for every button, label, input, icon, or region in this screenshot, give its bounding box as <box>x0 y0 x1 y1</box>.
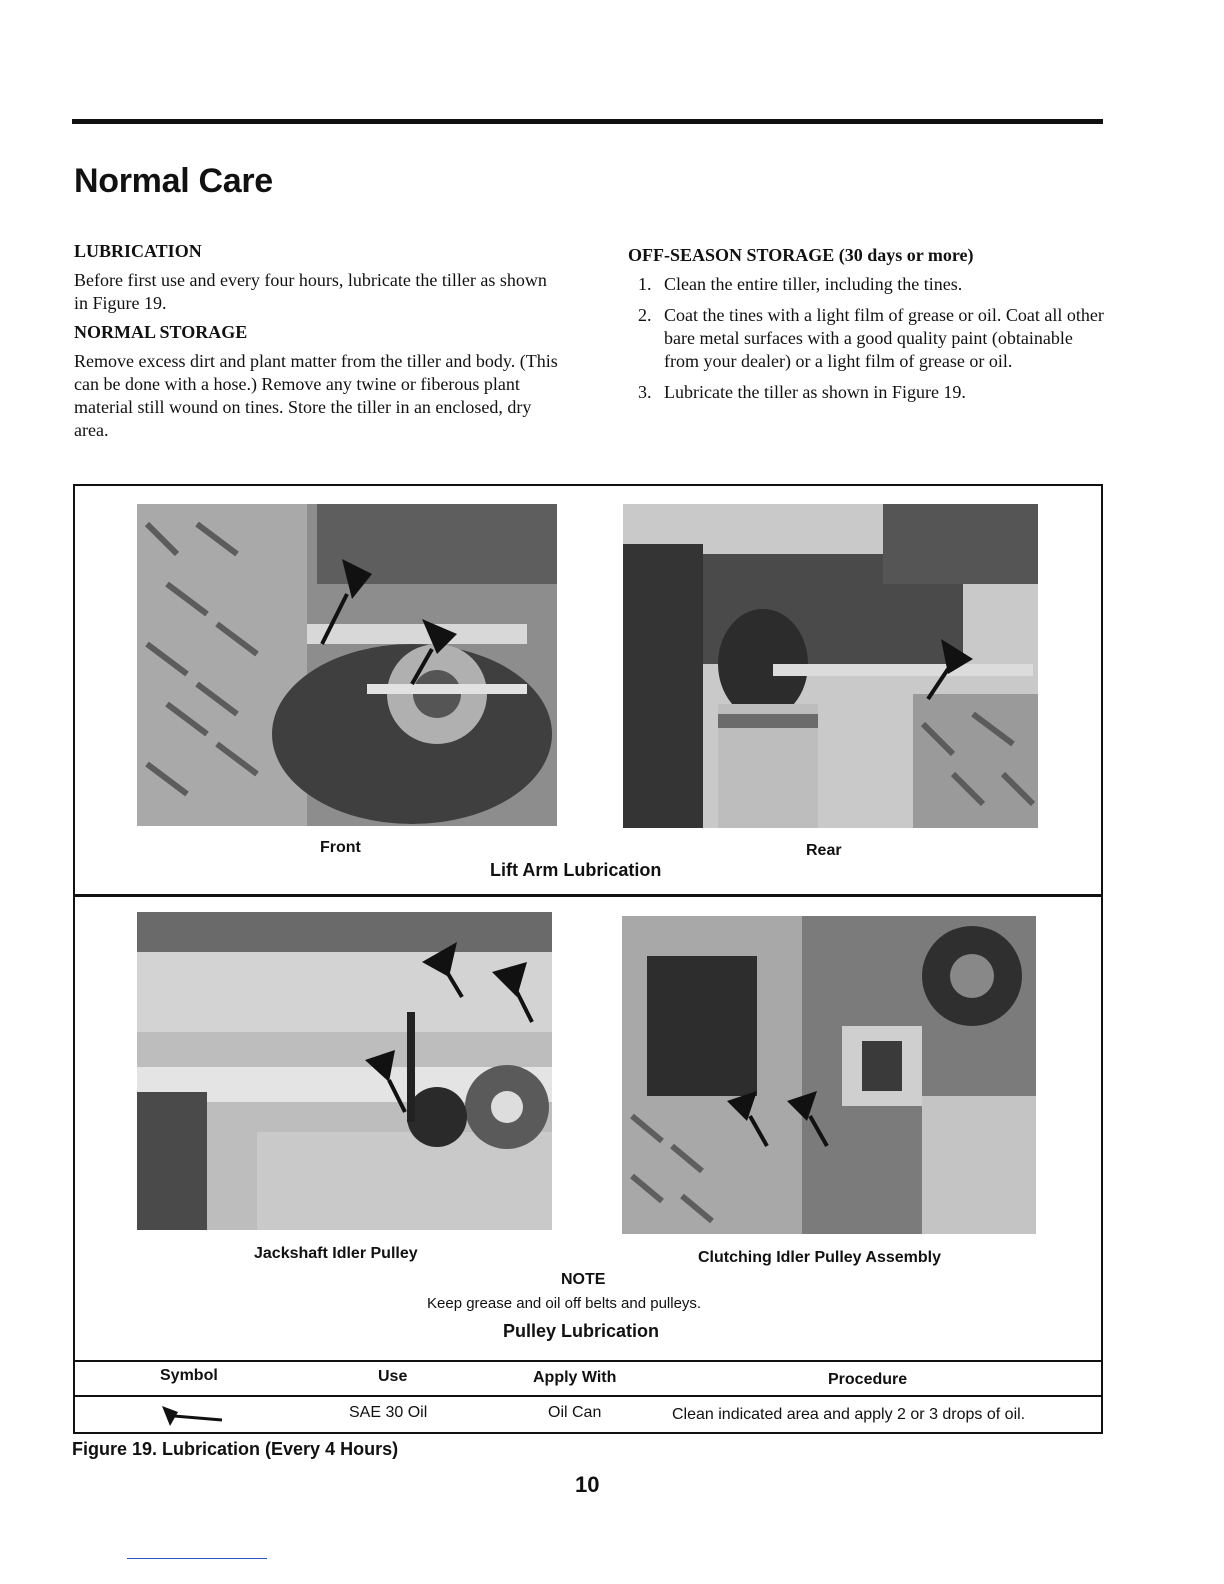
list-number: 3. <box>638 382 652 402</box>
note-heading: NOTE <box>561 1271 606 1288</box>
page-number: 10 <box>575 1472 600 1497</box>
pulley-title: Pulley Lubrication <box>503 1321 660 1341</box>
rear-lift-arm-photo <box>623 504 1038 828</box>
jackshaft-pulley-photo <box>137 912 552 1230</box>
front-label: Front <box>320 839 361 856</box>
figure-divider <box>73 894 1103 897</box>
list-number: 1. <box>638 274 652 294</box>
rear-label: Rear <box>806 842 842 859</box>
figure-caption: Figure 19. Lubrication (Every 4 Hours) <box>72 1439 399 1459</box>
table-top-rule <box>73 1360 1103 1362</box>
off-season-list <box>628 273 1108 404</box>
lift-arm-title: Lift Arm Lubrication <box>490 860 662 880</box>
clutching-label: Clutching Idler Pulley Assembly <box>698 1249 942 1266</box>
footer-line <box>127 1558 267 1559</box>
cell-procedure: Clean indicated area and apply 2 or 3 drops of oil. <box>672 1406 1026 1423</box>
header-use: Use <box>378 1368 408 1385</box>
page-title: Normal Care <box>74 162 273 200</box>
list-text: Clean the entire tiller, including the tines. <box>664 274 963 294</box>
list-number: 2. <box>638 305 652 325</box>
table-header-rule <box>73 1395 1103 1397</box>
note-text: Keep grease and oil off belts and pulleys. <box>427 1295 702 1312</box>
left-column <box>74 240 564 448</box>
list-item <box>628 381 1108 404</box>
lubrication-heading: LUBRICATION <box>74 241 202 261</box>
clutching-pulley-photo <box>622 916 1036 1234</box>
normal-storage-text: Remove excess dirt and plant matter from the tiller and body. (This can be done with a hose.) Remove any twine or fiberous plant material still wound on tines. Store the tiller in an enclosed, dry area. <box>74 351 558 440</box>
front-lift-arm-photo <box>137 504 557 826</box>
header-apply-with: Apply With <box>533 1369 617 1386</box>
cell-apply-with: Oil Can <box>548 1404 602 1421</box>
normal-storage-heading: NORMAL STORAGE <box>74 322 248 342</box>
list-item <box>628 304 1108 373</box>
jackshaft-label: Jackshaft Idler Pulley <box>254 1245 418 1262</box>
list-text: Coat the tines with a light film of grease or oil. Coat all other bare metal surfaces with a good quality paint (obtainable from your dealer) or a light film of grease or oil. <box>664 305 1104 371</box>
header-symbol: Symbol <box>160 1367 218 1384</box>
oil-can-icon <box>160 1400 224 1430</box>
list-text: Lubricate the tiller as shown in Figure 19. <box>664 382 966 402</box>
cell-use: SAE 30 Oil <box>349 1404 428 1421</box>
header-procedure: Procedure <box>828 1371 908 1388</box>
header-rule <box>72 119 1103 124</box>
list-item <box>628 273 1108 296</box>
off-season-heading: OFF-SEASON STORAGE (30 days or more) <box>628 245 974 265</box>
lubrication-text: Before first use and every four hours, lubricate the tiller as shown in Figure 19. <box>74 270 547 313</box>
right-column <box>628 240 1108 412</box>
